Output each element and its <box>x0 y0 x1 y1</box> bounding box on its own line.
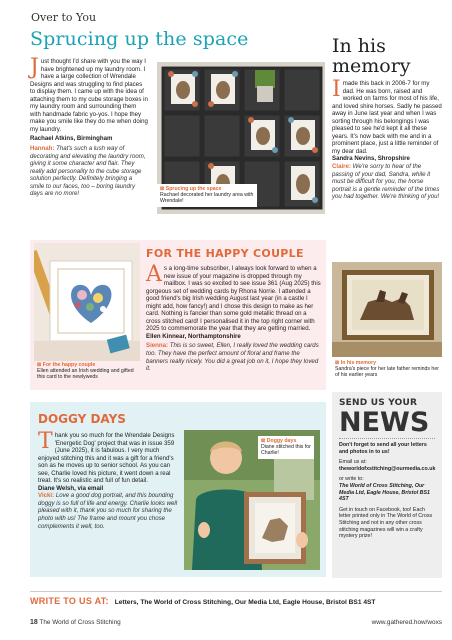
letter-signature: Ellen Kinnear, Northamptonshire <box>146 332 241 340</box>
caption-icon: ⊠ <box>160 186 166 192</box>
caption-icon: ⊠ <box>335 360 341 366</box>
page-number: 18 <box>30 619 38 626</box>
write-address: Letters, The World of Cross Stitching, Our Media Ltd, Eagle House, Bristol BS1 4ST <box>114 599 376 606</box>
send-news-panel <box>332 392 442 578</box>
news-lead: Don't forget to send all your letters and photos in to us! <box>339 442 427 455</box>
letter-sprucing <box>30 55 148 200</box>
news-heading-big: NEWS <box>339 407 430 438</box>
editor-reply <box>30 145 148 198</box>
footer-url[interactable]: www.gathered.how/woxs <box>371 619 442 626</box>
editor-reply <box>146 342 322 372</box>
section-label: Over to You <box>31 11 97 24</box>
letter-signature: Diane Welsh, via email <box>38 484 104 492</box>
drop-cap: A <box>146 262 162 287</box>
memory-title: In his memory <box>332 35 411 77</box>
caption-text: Sandra's piece for her late father reminds her of his earlier years <box>335 366 439 379</box>
write-label: or write to: <box>339 476 364 483</box>
letter-body <box>332 77 442 155</box>
write-to-us-bar <box>30 591 442 606</box>
letter-text: ust thought I'd share with you the way I have brightened up my laundry room. I have a large collection of Wrendale Designs and was struggling to find places to display them. I came up with the idea of attaching them to my cube storage boxes in my laundry room and surrounding them with handmade fabric yo-yos. I hope they make you smile like they do me when doing my laundry. <box>30 58 148 133</box>
news-email-block <box>339 459 435 472</box>
photo-caption-couple <box>34 360 140 383</box>
caption-text: Ellen attended an Irish wedding and gifted this card to the newlyweds <box>37 368 134 381</box>
reply-text: This is so sweet, Ellen, I really loved the wedding cards too. They have the perfect amount of floral and frame the banners really nicely. You did a great job on it, I hope they loved it. <box>146 342 319 373</box>
letter-memory <box>332 77 442 201</box>
photo-caption-sprucing <box>157 184 257 207</box>
editor-name: Vicki: <box>38 492 55 500</box>
page-title: Sprucing up the space <box>30 28 249 50</box>
photo-wedding-card <box>34 243 140 361</box>
editor-reply <box>38 492 178 530</box>
photo-horse-portrait <box>332 262 442 357</box>
horse-portrait-image <box>332 262 442 357</box>
letter-signature: Rachael Atkins, Birmingham <box>30 135 113 143</box>
editor-name: Hannah: <box>30 145 55 153</box>
drop-cap: J <box>30 55 39 80</box>
doggy-title: DOGGY DAYS <box>38 412 126 426</box>
editor-name: Sienna: <box>146 342 169 350</box>
photo-caption-memory <box>332 358 442 381</box>
caption-tag: Doggy days <box>266 438 297 444</box>
reply-text: Love a good dog portrait, and this bounding doggy is so full of life and energy. Charlie looks well pleased with it, thank you so much for sharing the photo with us! The frame and mount you chose complements it well, too. <box>38 492 178 530</box>
letter-couple <box>146 262 322 373</box>
write-label: WRITE TO US AT: <box>30 596 109 606</box>
letter-body <box>38 429 178 485</box>
news-facebook: Get in touch on Facebook, too! Each letter printed only in The World of Cross Stitching and not in any other cross stitching magazines will win a crafty mystery prize! <box>339 506 433 540</box>
caption-tag: In his memory <box>340 360 376 366</box>
couple-title: FOR THE HAPPY COUPLE <box>146 247 304 260</box>
photo-caption-doggy <box>258 436 314 459</box>
drop-cap: I <box>332 77 341 102</box>
letter-body <box>30 55 148 133</box>
footer-page <box>30 619 121 626</box>
caption-text: Diane stitched this for Charlie! <box>261 444 311 457</box>
drop-cap: T <box>38 429 53 454</box>
caption-icon: ⊠ <box>37 362 43 368</box>
news-divider <box>339 438 435 439</box>
letter-text: made this back in 2006-7 for my dad. He was born, raised and worked on farms for most of his life, and loved shire horses. Sadly he passed away in June last year and when I was sorting through his belongings I was pleased to see he'd kept it all these years. It's now back with me and in a prominent place, just a little reminder of my dear dad. <box>332 80 442 155</box>
letter-body <box>146 262 322 333</box>
postal-address: The World of Cross Stitching, Our Media Ltd, Eagle House, Bristol BS1 4ST <box>339 482 430 503</box>
news-address-block <box>339 476 435 502</box>
letter-doggy <box>38 429 178 530</box>
letter-signature: Sandra Nevins, Shropshire <box>332 155 410 163</box>
email-label: Email us at: <box>339 459 367 466</box>
caption-icon: ⊠ <box>261 438 267 444</box>
caption-tag: For the happy couple <box>42 362 96 368</box>
editor-name: Claire: <box>332 163 351 171</box>
caption-tag: Sprucing up the space <box>165 186 222 192</box>
magazine-name: The World of Cross Stitching <box>39 619 121 626</box>
wedding-card-image <box>34 243 140 361</box>
email-link[interactable]: theworldofxstitching@ourmedia.co.uk <box>339 465 436 472</box>
reply-text: We're sorry to hear of the passing of your dad, Sandra, while it must be difficult for you, the horse portrait is a gentle reminder of the times you had together. We're thinking of you! <box>332 163 440 201</box>
reply-text: That's such a lush way of decorating and elevating the laundry room, giving it some character and flair. They really add personality to the cube storage solution perfectly. Definitely bringing a smile to our faces, too – boring laundry days are no more! <box>30 145 146 198</box>
caption-text: Rachael decorated her laundry area with Wrendale! <box>160 192 254 205</box>
editor-reply <box>332 163 442 201</box>
letter-text: s a long-time subscriber, I always look forward to when a new issue of your magazine is dropped through my mailbox. I was so excited to see issue 361 (Aug 2025) this gorgeous set of wedding cards by Rhona Norrie. I attended a good friend's big Irish wedding August last year (in a castle I might add, how fancy!) and I chose this design to make as her card. Nothing is fancier than some gold metallic thread on a cross stitched card! I personalised it in the top right corner with 2025 to commemorate the year that they are getting married. <box>146 265 321 333</box>
letter-text: hank you so much for the Wrendale Designs 'Energetic Dog' project that was in issue 359 (June 2025), it is fabulous. I very much enjoyed stitching this and it was a gift for a friend's son as he moves up to senior school. As you can see, Charlie loved his picture, it went down a real treat. It's so realistic and full of fun detail. <box>38 432 175 485</box>
news-heading-top: SEND US YOUR <box>339 398 418 408</box>
